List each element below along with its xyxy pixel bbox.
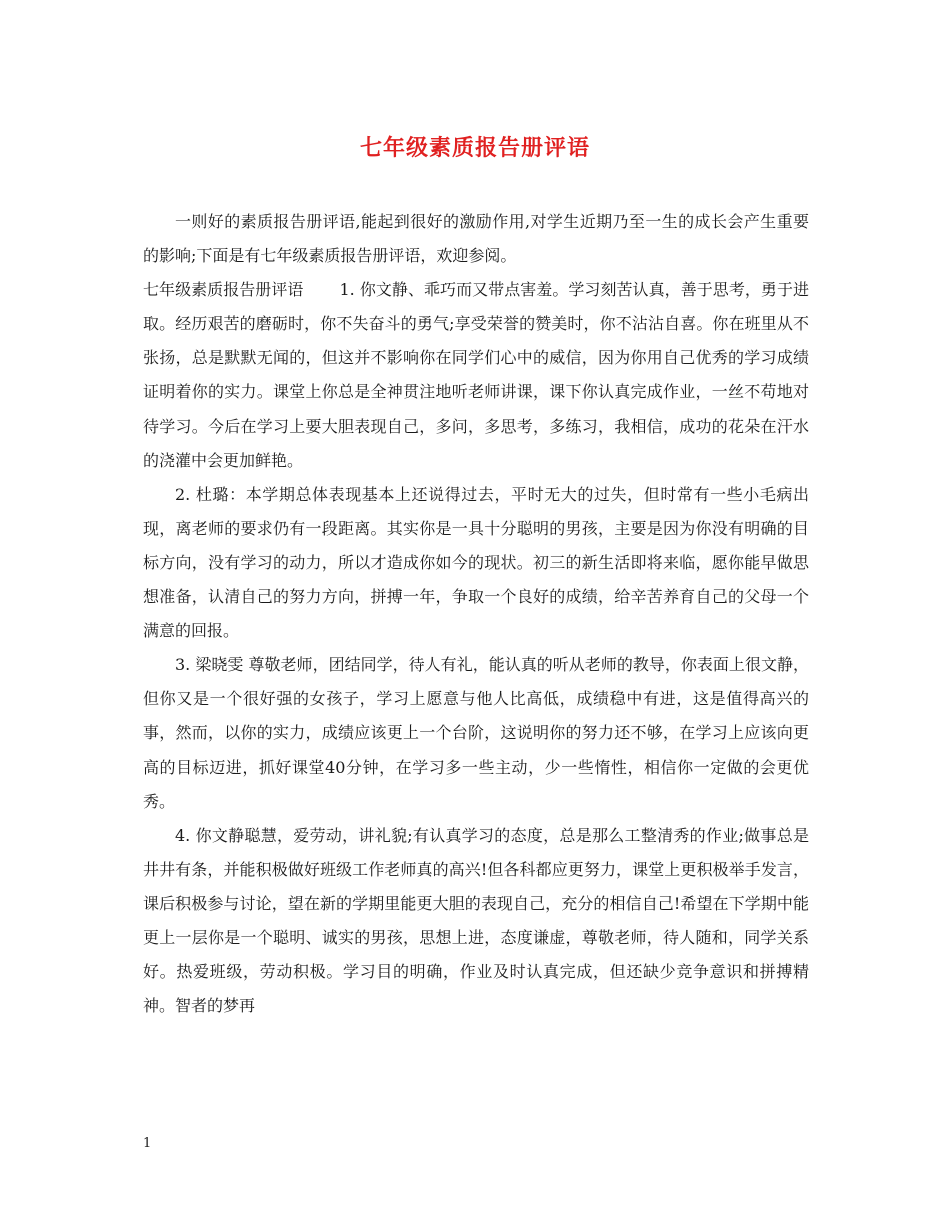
comment-paragraph-4: 4. 你文静聪慧，爱劳动，讲礼貌;有认真学习的态度，总是那么工整清秀的作业;做事总是井井有条，并能积极做好班级工作老师真的高兴!但各科都应更努力，课堂上更积极举手发言，课后积极参与讨论，望在新的学期里能更大胆的表现自己，充分的相信自己!希望在下学期中能更上一层你是一个聪明、诚实的男孩，思想上进，态度谦虚，尊敬老师，待人随和，同学关系好。热爱班级，劳动积极。学习目的明确，作业及时认真完成，但还缺少竞争意识和拼搏精神。智者的梦再: [143, 825, 809, 1016]
comment-paragraph-2: 2. 杜璐：本学期总体表现基本上还说得过去，平时无大的过失，但时常有一些小毛病出现，离老师的要求仍有一段距离。其实你是一具十分聪明的男孩，主要是因为你没有明确的目标方向，没有学习的动力，所以才造成你如今的现状。初三的新生活即将来临，愿你能早做思想准备，认清自己的努力方向，拼搏一年，争取一个良好的成绩，给辛苦养育自己的父母一个满意的回报。: [143, 484, 809, 641]
section-heading: 七年级素质报告册评语: [143, 280, 304, 300]
intro-paragraph: 一则好的素质报告册评语,能起到很好的激励作用,对学生近期乃至一生的成长会产生重要的影响;下面是有七年级素质报告册评语，欢迎参阅。: [143, 212, 809, 266]
document-body: [143, 205, 809, 1023]
comment-text-1: 1. 你文静、乖巧而又带点害羞。学习刻苦认真，善于思考，勇于进取。经历艰苦的磨砺时，你不失奋斗的勇气;享受荣誉的赞美时，你不沾沾自喜。你在班里从不张扬，总是默默无闻的，但这并不影响你在同学们心中的威信，因为你用自己优秀的学习成绩证明着你的实力。课堂上你总是全神贯注地听老师讲课，课下你认真完成作业，一丝不苟地对待学习。今后在学习上要大胆表现自己，多问，多思考，多练习，我相信，成功的花朵在汗水的浇灌中会更加鲜艳。: [143, 280, 809, 470]
page-number: 1: [143, 1136, 152, 1151]
comment-paragraph-1: [143, 273, 809, 478]
document-title: 七年级素质报告册评语: [359, 135, 590, 161]
comment-paragraph-3: 3. 梁晓雯 尊敬老师，团结同学，待人有礼，能认真的听从老师的教导，你表面上很文静，但你又是一个很好强的女孩子，学习上愿意与他人比高低，成绩稳中有进，这是值得高兴的事，然而，以你的实力，成绩应该更上一个台阶，这说明你的努力还不够，在学习上应该向更高的目标迈进，抓好课堂40分钟，在学习多一些主动，少一些惰性，相信你一定做的会更优秀。: [143, 655, 809, 811]
